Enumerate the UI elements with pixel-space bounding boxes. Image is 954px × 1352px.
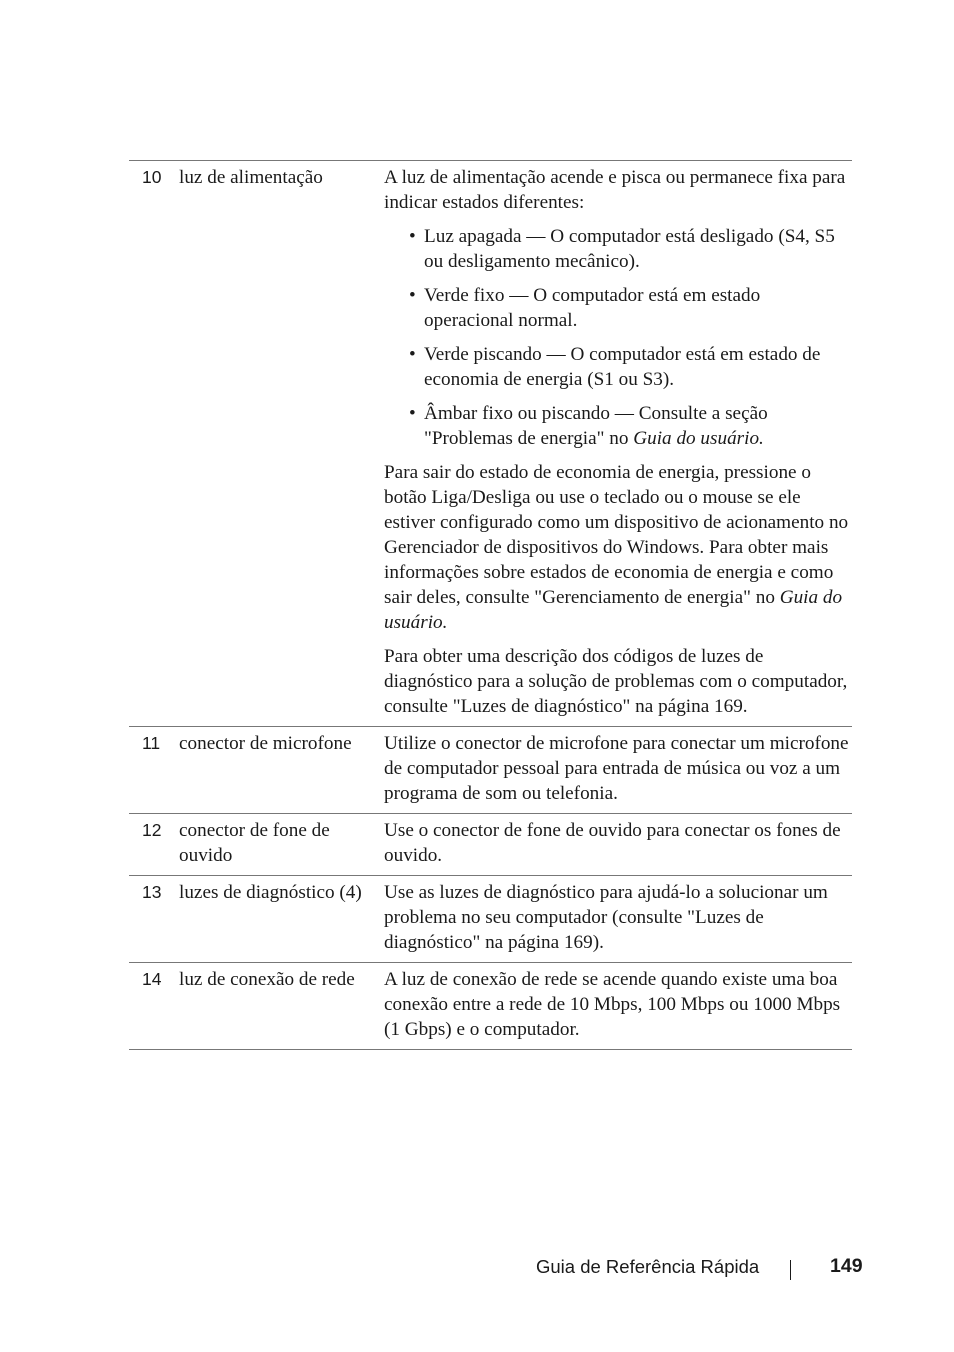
item-number: 10 xyxy=(142,167,162,187)
table-row xyxy=(129,814,852,876)
table-row xyxy=(129,727,852,814)
item-name: conector de fone de ouvido xyxy=(179,820,330,866)
list-item: • Âmbar fixo ou piscando — Consulte a seção "Problemas de energia" no Guia do usuário. xyxy=(409,403,768,449)
item-number: 12 xyxy=(142,820,162,840)
bullet-icon: • xyxy=(409,403,416,424)
wake-paragraph: Para sair do estado de economia de energia, pressione o botão Liga/Desliga ou use o teclado ou o mouse se ele estiver configurado como um dispositivo de acionamento no Gerenciador de dispositivos do Windows. Para obter mais informações sobre estados de economia de energia e como sair deles, consulte "Gerenciamento de energia" no Guia do usuário. xyxy=(384,462,849,633)
page-number: 149 xyxy=(830,1255,863,1277)
table-row xyxy=(129,161,852,727)
item-name: luz de alimentação xyxy=(179,167,323,188)
item-description: A luz de conexão de rede se acende quando existe uma boa conexão entre a rede de 10 Mbps, 100 Mbps ou 1000 Mbps (1 Gbps) e o computador. xyxy=(384,969,841,1040)
footer-divider xyxy=(790,1260,791,1280)
intro-text: A luz de alimentação acende e pisca ou permanece fixa para indicar estados diferentes: xyxy=(384,167,846,213)
page-footer xyxy=(0,1256,954,1284)
item-name: luz de conexão de rede xyxy=(179,969,355,990)
table-row xyxy=(129,963,852,1050)
item-number: 14 xyxy=(142,969,162,989)
bullet-icon: • xyxy=(409,344,416,365)
item-number: 13 xyxy=(142,882,162,902)
footer-title: Guia de Referência Rápida xyxy=(536,1256,760,1277)
table-row xyxy=(129,876,852,963)
bullet-icon: • xyxy=(409,226,416,247)
list-item: • Verde piscando — O computador está em estado de economia de energia (S1 ou S3). xyxy=(409,344,821,390)
item-description: Use o conector de fone de ouvido para conectar os fones de ouvido. xyxy=(384,820,841,866)
item-description: Use as luzes de diagnóstico para ajudá-lo a solucionar um problema no seu computador (consulte "Luzes de diagnóstico" na página 169). xyxy=(384,882,828,953)
diagnostic-paragraph: Para obter uma descrição dos códigos de luzes de diagnóstico para a solução de problemas com o computador, consulte "Luzes de diagnóstico" na página 169. xyxy=(384,646,848,717)
status-list xyxy=(384,224,852,451)
bullet-icon: • xyxy=(409,285,416,306)
list-item: • Verde fixo — O computador está em estado operacional normal. xyxy=(409,285,761,331)
guide-reference: Guia do usuário. xyxy=(384,587,843,633)
feature-table xyxy=(129,160,852,1050)
item-description xyxy=(384,161,852,727)
item-name: luzes de diagnóstico (4) xyxy=(179,882,362,903)
guide-reference: Guia do usuário. xyxy=(633,428,764,449)
item-description: Utilize o conector de microfone para conectar um microfone de computador pessoal para entrada de música ou voz a um programa de som ou telefonia. xyxy=(384,733,849,804)
item-name: conector de microfone xyxy=(179,733,352,754)
list-item: • Luz apagada — O computador está desligado (S4, S5 ou desligamento mecânico). xyxy=(409,226,835,272)
item-number: 11 xyxy=(142,733,161,753)
